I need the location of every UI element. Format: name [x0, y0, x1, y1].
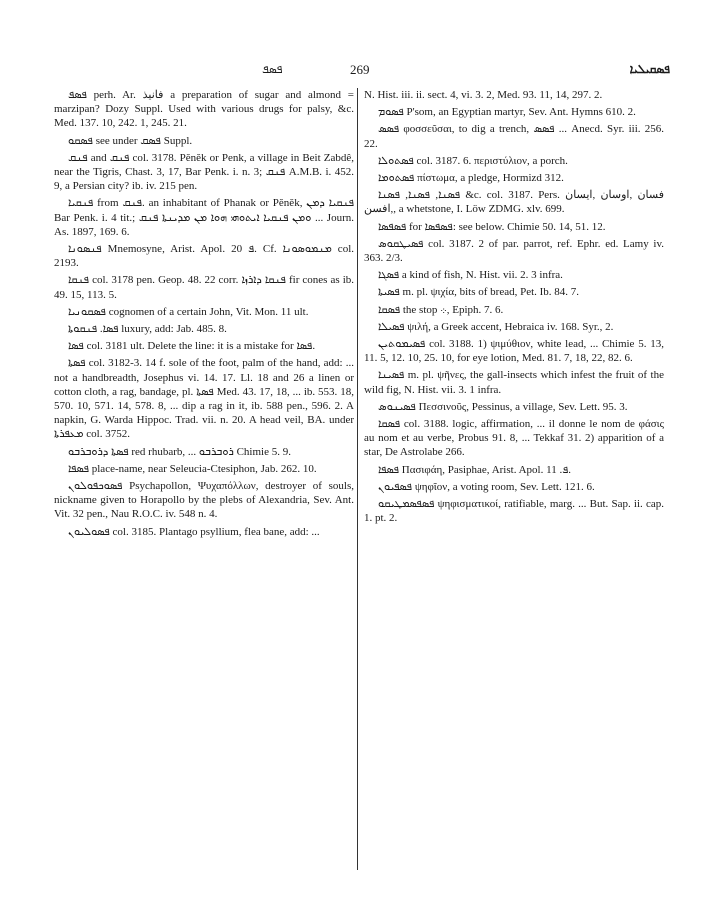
dictionary-entry: ܦܣܦ perh. Ar. فانيذ a preparation of sugar and almond = marzipan? Dozy Suppl. Used with various drugs for palsy, &c. Med. 137. 10, 242. 1, 245. 21.: [54, 89, 354, 130]
dictionary-entry: ܦܣܩܘܢܝܐ cognomen of a certain John, Vit. Mon. 11 ult.: [68, 305, 309, 318]
dictionary-entry: ܦܢܩܝܐ from ܦܢܩ. an inhabitant of Phanak or Pĕnĕk, ܦܢܩܝܐ ܕܡܢ Bar Penk. i. 4 tit.; ܘܡܢ ܦܢܩܝܐ ܐܝܬܘܗܝ ܗܘܐ ܡܢ ܡܕܝܢܬܐ ܦܢܩ ... Journ. As. 1897, 169. 6.: [54, 197, 354, 238]
dictionary-entry: ܦܣܬܐ ܕܪܘܒܪܒܘ red rhubarb, ... ܪܘܒܪܒܘ Chimie 5. 9.: [68, 445, 291, 458]
page-number: 269: [350, 62, 370, 77]
dictionary-entry: ܦܢܣܘܢܐ Mnemosyne, Arist. Apol. ܦ 20. Cf. ܡܢܡܘܣܘܢܐ col. 2193.: [54, 243, 354, 270]
dictionary-entry: ܦܢܩ and ܦܢܩ col. 3178. Pĕnĕk or Penk, a village in Beit Zabdê, near the Tigris, Chast. 3, 17, Bar Penk. i. n. 3; ܦܢܩ A.M.B. i. 452. 9, a Persian city? ib. iv. 215 pen.: [54, 151, 354, 193]
dictionary-entry: ܦܣܝܛܩܘܣ col. 3187. 2 of par. parrot, ref. Ephr. ed. Lamy iv. 363. 2/3.: [364, 237, 664, 265]
dictionary-entry: N. Hist. iii. ii. sect. 4, vi. 3. 2, Med. 93. 11, 14, 297. 2.: [364, 89, 603, 101]
right-column: [364, 88, 664, 528]
dictionary-entry: ܦܣܩܐ col. 3188. logic, affirmation, ... il donne le nom de φάσις au nom et au verbe, Probus 91. 8, ... Tekkaf 31. 2) apparition of a star, De Astrolabe 266.: [364, 418, 664, 459]
dictionary-entry: ܦܣܦܐ place-name, near Seleucia-Ctesiphon, Jab. 262. 10.: [68, 462, 317, 475]
dictionary-entry: ܦܣܩܐ the stop ܀, Epiph. 7. 6.: [378, 303, 504, 316]
running-head-right: ܦܣܩܝܠܝܐ: [629, 62, 670, 76]
dictionary-entry: ܦܣܘܡ P'som, an Egyptian martyr, Sev. Ant. Hymns 610. 2.: [378, 106, 636, 119]
dictionary-entry: ܦܣܦܣܡܛܝܩܘ ψηφισματικοί, ratifiable, marg. ... But. Sap. ii. cap. 1. pt. 2.: [364, 498, 664, 525]
dictionary-entry: ܦܣܝܢܘܣ Πεσσινοῦς, Pessinus, a village, Sev. Lett. 95. 3.: [378, 400, 628, 413]
dictionary-entry: ܦܣܘܠܝܘܢ col. 3185. Plantago psyllium, flea bane, add: ...: [68, 525, 320, 538]
dictionary-entry: ܦܣܐ. ܦܢܩܘܬܐ luxury, add: Jab. 485. 8.: [68, 323, 227, 336]
dictionary-entry: ܦܣܝܠܐ ψιλή, a Greek accent, Hebraica iv. 168. Syr., 2.: [378, 320, 614, 333]
dictionary-entry: ܦܣܬܐ col. 3182-3. 14 f. sole of the foot, palm of the hand, add: ... not a handbreadth, Josephus vi. 14. 17. Ll. 18 and 26 a linen or cotton cloth, a rag, bandage, pl. ܦܣܬܐ Med. 43. 17, 18, ... ib. 553. 18, 570. 10, 571. 14, 578. 8, ... dip a rag in it, ib. 588 pen., 596. 2. A napkin, G. Warda Hippoc. Trad. vii. n. 20. A head veil, BA. under ܡܥܦܪܬܐ col. 3752.: [54, 357, 354, 441]
running-head-left: ܦܣܦ: [262, 62, 283, 76]
left-column: [54, 88, 354, 542]
dictionary-entry: ܦܣܩܘ see under ܦܣܩ Suppl.: [68, 134, 193, 147]
dictionary-entry: ܦܣܢܐ, ܦܣܢܐ, ܦܣܢܐ &c. col. 3187. Pers. فسان ,اوسان ,ايسان ,افسن, a whetstone, I. Löw ZDMG. xlv. 699.: [364, 189, 664, 216]
dictionary-entry: ܦܣܬܘܡܐ πίστωμα, a pledge, Hormizd 312.: [378, 172, 564, 185]
dictionary-entry: ܦܢܩܐ col. 3178 pen. Geop. 48. 22 corr. ܦܢܩܐ ܕܐܪܙܐ fir cones as ib. 49. 15, 113. 5.: [54, 274, 355, 301]
dictionary-entry: ܦܣܣ φοσσεῦσαι, to dig a trench, ܦܣܣ ... Anecd. Syr. iii. 256. 22.: [364, 123, 664, 150]
dictionary-entry: ܦܣܦܝܘܢ ψηφῖον, a voting room, Sev. Lett. 121. 6.: [378, 480, 595, 493]
page-header: [50, 62, 670, 82]
column-divider: [357, 88, 358, 870]
dictionary-entry: ܦܣܬܘܠܐ col. 3187. 6. περιστύλιον, a porch.: [378, 154, 568, 167]
dictionary-entry: ܦܣܝܡܘܬܝܢ col. 3188. 1) ψιμύθιον, white lead, ... Chimie 5. 13, 11. 5, 12. 10, 25. 10, for eye lotion, Med. 81. 7, 18, 22, 82. 6.: [364, 338, 664, 365]
dictionary-entry: ܦܣܝܢܐ m. pl. ψῆνες, the gall-insects which infest the fruit of the wild fig, N. Hist. vii. 3. 1 infra.: [364, 369, 664, 396]
dictionary-entry: ܦܣܦܐ Πασιφάη, Pasiphae, Arist. Apol. ܦ. 11.: [378, 463, 572, 476]
dictionary-entry: ܦܣܦܣܐ for ܦܣܦܣܐ: see below. Chimie 50. 14, 51. 12.: [378, 220, 606, 233]
dictionary-entry: ܦܣܘܟܦܘܠܘܢ Psychapollon, Ψυχαπόλλων, destroyer of souls, nickname given to Horapollo by the plebs of Alexandria, Sev. Ant. Vit. 32 pen., Nau R.O.C. iv. 548 n. 4.: [54, 480, 354, 521]
dictionary-entry: ܦܣܓܐ a kind of fish, N. Hist. vii. 2. 3 infra.: [378, 269, 563, 282]
dictionary-entry: ܦܣܝܬܐ m. pl. ψιχία, bits of bread, Pet. Ib. 84. 7.: [378, 286, 580, 299]
dictionary-entry: ܦܣܐ col. 3181 ult. Delete the line: it is a mistake for ܦܣܐ.: [68, 340, 316, 353]
